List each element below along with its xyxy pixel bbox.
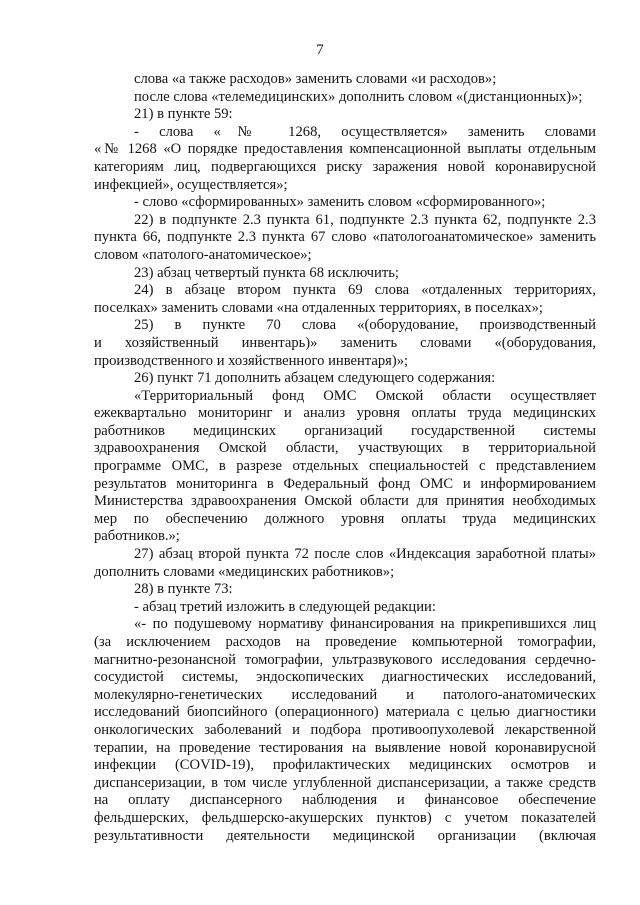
text-line: «Территориальный фонд ОМС Омской области осуществляет xyxy=(134,387,596,404)
text-line: программе ОМС, в разрезе отдельных специальностей с представлением xyxy=(94,458,596,475)
text-line: инфекцией», осуществляется»; xyxy=(94,176,288,193)
text-line: пункта 66, подпункте 2.3 пункта 67 слово «патологоанатомическое» заменить xyxy=(94,229,596,246)
text-line: онкологических заболеваний и подбора противоопухолевой лекарственной xyxy=(94,721,596,738)
text-line: производственного и хозяйственного инвентаря)»; xyxy=(94,352,409,369)
page-number: 7 xyxy=(316,42,324,58)
text-line: инфекции (COVID-19), профилактических медицинских осмотров и xyxy=(94,757,596,774)
text-line: слова «а также расходов» заменить словами «и расходов»; xyxy=(134,71,497,87)
text-line: результативности деятельности медицинской организации (включая xyxy=(94,827,596,844)
text-line: - слово «сформированных» заменить словом «сформированного»; xyxy=(134,194,546,211)
text-line: после слова «телемедицинских» дополнить словом «(дистанционных)»; xyxy=(134,88,583,105)
text-line: диспансеризации, в том числе углубленной диспансеризации, а также средств xyxy=(94,774,596,791)
text-line: «- по подушевому нормативу финансирования на прикрепившихся лиц xyxy=(134,616,596,633)
text-line: работников медицинских организаций государственной системы xyxy=(94,422,596,439)
text-line: 23) абзац четвертый пункта 68 исключить; xyxy=(134,264,399,281)
text-line: 22) в подпункте 2.3 пункта 61, подпункте 2.3 пункта 62, подпункте 2.3 xyxy=(134,211,596,228)
text-line: 21) в пункте 59: xyxy=(134,106,233,123)
text-line: и хозяйственный инвентарь)» заменить словами «(оборудования, xyxy=(94,334,596,351)
text-line: магнитно-резонансной томографии, ультразвукового исследования сердечно- xyxy=(94,651,596,668)
text-line: (за исключением расходов на проведение компьютерной томографии, xyxy=(94,634,596,650)
text-line: ежеквартально мониторинг и анализ уровня оплаты труда медицинских xyxy=(94,405,596,422)
text-line: молекулярно-генетических исследований и патолого-анатомических xyxy=(94,686,596,703)
text-line: работников.»; xyxy=(94,528,180,545)
text-line: - абзац третий изложить в следующей редакции: xyxy=(134,598,436,615)
text-line: исследований биопсийного (операционного) материала с целью диагностики xyxy=(94,704,596,721)
text-line: 26) пункт 71 дополнить абзацем следующего содержания: xyxy=(134,370,496,387)
text-line: сосудистой системы, эндоскопических диагностических исследований, xyxy=(94,669,596,686)
text-line: фельдшерских, фельдшерско-акушерских пунктов) с учетом показателей xyxy=(94,809,596,826)
document-body xyxy=(94,71,596,845)
text-line: терапии, на проведение тестирования на выявление новой коронавирусной xyxy=(94,739,596,756)
text-line: 24) в абзаце втором пункта 69 слова «отдаленных территориях, xyxy=(134,282,596,299)
text-line: поселках» заменить словами «на отдаленных территориях, в поселках»; xyxy=(94,299,543,316)
text-line: Министерства здравоохранения Омской области для принятия необходимых xyxy=(94,493,596,510)
text-line: результатов мониторинга в Федеральный фонд ОМС и информированием xyxy=(94,475,596,492)
text-line: 28) в пункте 73: xyxy=(134,581,233,598)
text-line: «№ 1268 «О порядке предоставления компенсационной выплаты отдельным xyxy=(94,141,596,158)
text-line: дополнить словами «медицинских работников»; xyxy=(94,563,395,580)
text-line: - слова «№ 1268, осуществляется» заменить словами xyxy=(134,123,596,140)
text-line: словом «патолого-анатомическое»; xyxy=(94,246,312,263)
text-line: на оплату диспансерного наблюдения и финансовое обеспечение xyxy=(94,792,596,809)
text-line: 27) абзац второй пункта 72 после слов «Индексация заработной платы» xyxy=(134,546,596,563)
text-line: мер по обеспечению должного уровня оплаты труда медицинских xyxy=(94,510,596,527)
text-line: категориям лиц, подвергающихся риску заражения новой коронавирусной xyxy=(94,158,596,175)
text-line: 25) в пункте 70 слова «(оборудование, производственный xyxy=(134,317,596,334)
text-line: здравоохранения Омской области, участвующих в территориальной xyxy=(94,440,596,457)
